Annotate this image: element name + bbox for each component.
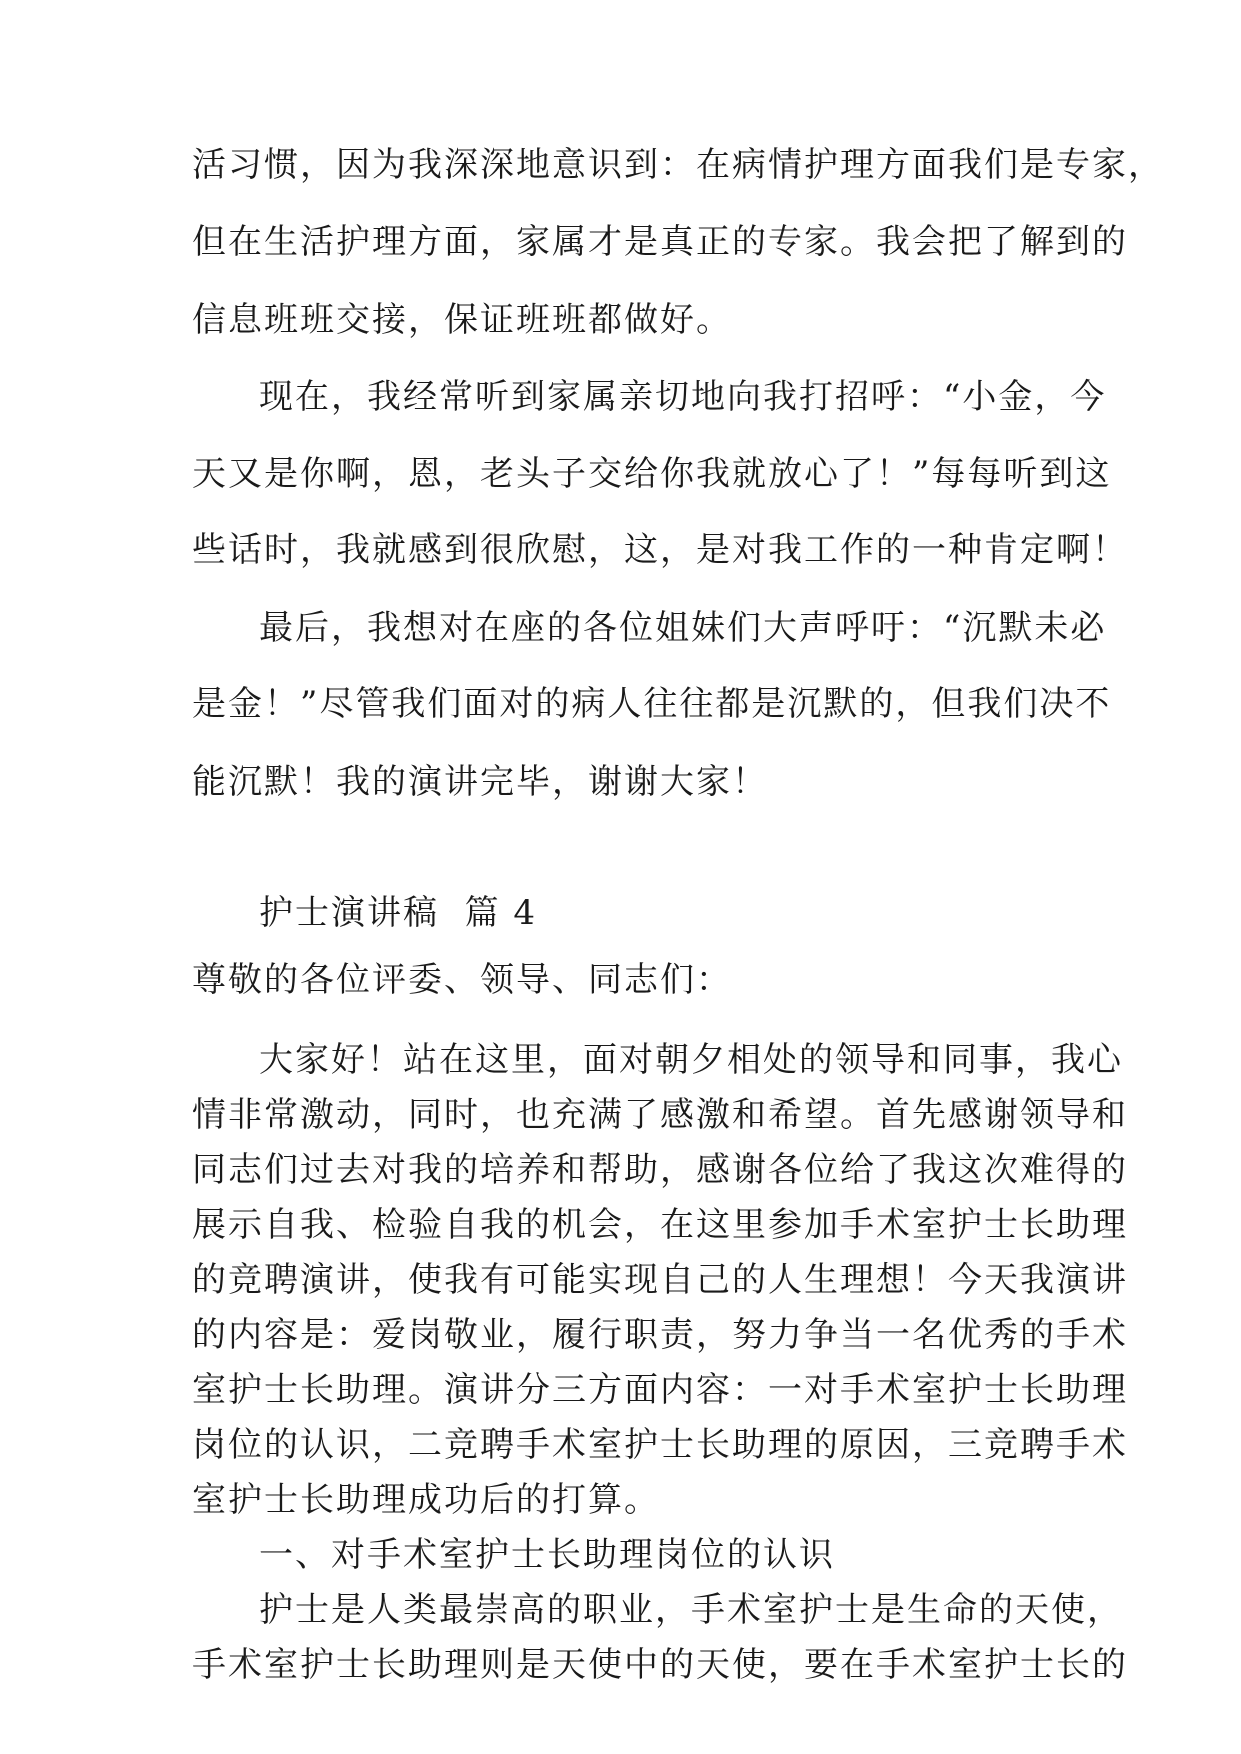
paragraph-line: 但在生活护理方面，家属才是真正的专家。我会把了解到的	[192, 222, 1128, 262]
paragraph-line: 信息班班交接，保证班班都做好。	[192, 300, 732, 340]
paragraph-line: 现在，我经常听到家属亲切地向我打招呼：“小金，今	[259, 377, 1107, 417]
paragraph-line: 手术室护士长助理则是天使中的天使，要在手术室护士长的	[192, 1645, 1128, 1685]
salutation: 尊敬的各位评委、领导、同志们：	[192, 960, 732, 1000]
paragraph-line: 室护士长助理。演讲分三方面内容：一对手术室护士长助理	[192, 1370, 1128, 1410]
paragraph-line: 的竞聘演讲，使我有可能实现自己的人生理想！今天我演讲	[192, 1260, 1128, 1300]
paragraph-line: 天又是你啊，恩，老头子交给你我就放心了！”每每听到这	[192, 454, 1112, 494]
paragraph-line: 岗位的认识，二竞聘手术室护士长助理的原因，三竞聘手术	[192, 1425, 1128, 1465]
paragraph-line: 护士是人类最崇高的职业，手术室护士是生命的天使，	[259, 1590, 1123, 1630]
paragraph-line: 活习惯，因为我深深地意识到：在病情护理方面我们是专家，	[192, 145, 1164, 185]
paragraph-line: 情非常激动，同时，也充满了感激和希望。首先感谢领导和	[192, 1095, 1128, 1135]
paragraph-line: 同志们过去对我的培养和帮助，感谢各位给了我这次难得的	[192, 1150, 1128, 1190]
paragraph-line: 展示自我、检验自我的机会，在这里参加手术室护士长助理	[192, 1205, 1128, 1245]
paragraph-line: 室护士长助理成功后的打算。	[192, 1480, 660, 1520]
paragraph-line: 些话时，我就感到很欣慰，这，是对我工作的一种肯定啊！	[192, 530, 1128, 570]
section-heading: 一、对手术室护士长助理岗位的认识	[259, 1535, 835, 1575]
paragraph-line: 的内容是：爱岗敬业，履行职责，努力争当一名优秀的手术	[192, 1315, 1128, 1355]
paragraph-line: 是金！”尽管我们面对的病人往往都是沉默的，但我们决不	[192, 684, 1112, 724]
section-title: 护士演讲稿 篇 4	[259, 893, 538, 933]
paragraph-line: 最后，我想对在座的各位姐妹们大声呼吁：“沉默未必	[259, 608, 1107, 648]
paragraph-line: 大家好！站在这里，面对朝夕相处的领导和同事，我心	[259, 1040, 1123, 1080]
paragraph-line: 能沉默！我的演讲完毕，谢谢大家！	[192, 762, 768, 802]
